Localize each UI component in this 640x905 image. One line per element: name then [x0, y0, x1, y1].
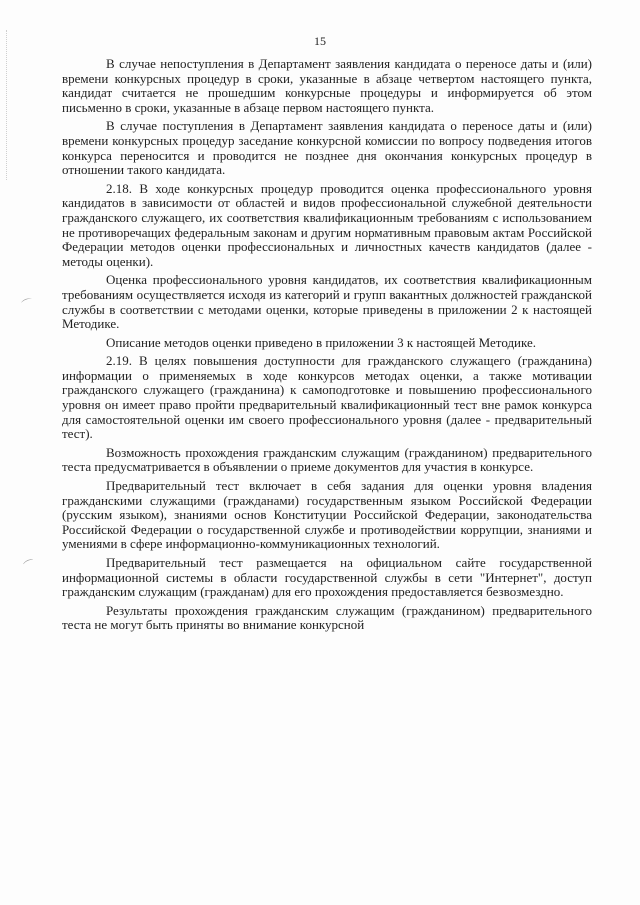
paragraph: В случае непоступления в Департамент заявления кандидата о переносе даты и (или) времени конкурсных процедур в сроки, указанные в абзаце четвертом настоящего пункта, кандидат считается не прошедшим конкурсные процедуры и информируется об этом письменно в сроки, указанные в абзаце первом настоящего пункта.	[62, 56, 592, 115]
paragraph: 2.19. В целях повышения доступности для гражданского служащего (гражданина) информации о применяемых в ходе конкурсов методах оценки, а также мотивации гражданского служащего (гражданина) к самоподготовке и повышению профессионального уровня он имеет право пройти предварительный квалификационный тест вне рамок конкурса для самостоятельной оценки им своего профессионального уровня (далее - предварительный тест).	[62, 353, 592, 442]
scan-artifact-mark: ⌒	[20, 297, 36, 313]
document-body	[62, 57, 592, 633]
paragraph: 2.18. В ходе конкурсных процедур проводится оценка профессионального уровня кандидатов в зависимости от областей и видов профессиональной служебной деятельности гражданского служащего, их соответствия квалификационным требованиям с использованием не противоречащих федеральным законам и другим нормативным правовым актам Российской Федерации методов оценки профессиональных и личностных качеств кандидатов (далее - методы оценки).	[62, 180, 592, 269]
paragraph: Результаты прохождения гражданским служащим (гражданином) предварительного теста не могут быть приняты во внимание конкурсной	[62, 602, 592, 633]
paragraph: Оценка профессионального уровня кандидатов, их соответствия квалификационным требованиям осуществляется исходя из категорий и групп вакантных должностей гражданской службы в соответствии с методами оценки, которые приведены в приложении 2 к настоящей Методике.	[62, 272, 592, 332]
paragraph: В случае поступления в Департамент заявления кандидата о переносе даты и (или) времени конкурсных процедур заседание конкурсной комиссии по вопросу подведения итогов конкурса переносится и проводится не позднее дня окончания конкурсных процедур в отношении такого кандидата.	[62, 118, 592, 178]
page-number: 15	[314, 34, 326, 48]
scan-margin-artifact	[6, 30, 8, 180]
scan-artifact-mark: ⌒	[22, 558, 38, 574]
paragraph: Возможность прохождения гражданским служащим (гражданином) предварительного теста предусматривается в объявлении о приеме документов для участия в конкурсе.	[62, 444, 592, 475]
paragraph: Предварительный тест включает в себя задания для оценки уровня владения гражданскими служащими (гражданами) государственным языком Российской Федерации (русским языком), знаниями основ Конституции Российской Федерации, законодательства Российской Федерации о государственной службе и противодействии коррупции, знаниями и умениями в сфере информационно-коммуникационных технологий.	[62, 478, 592, 552]
paragraph: Описание методов оценки приведено в приложении 3 к настоящей Методике.	[106, 334, 537, 350]
paragraph: Предварительный тест размещается на официальном сайте государственной информационной системы в области государственной службы в сети "Интернет", доступ гражданским служащим (гражданам) для его прохождения предоставляется безвозмездно.	[62, 555, 592, 600]
